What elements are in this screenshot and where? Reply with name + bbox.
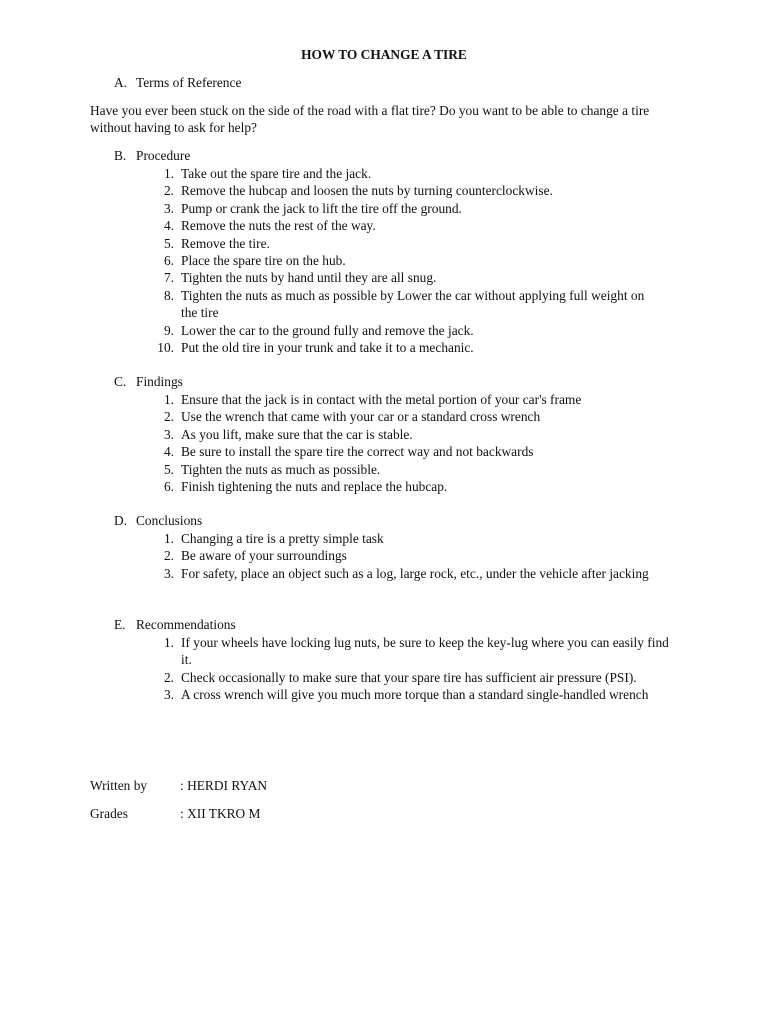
item-number: 9. bbox=[163, 322, 174, 338]
item-number: 5. bbox=[163, 461, 174, 477]
list-item bbox=[150, 235, 680, 252]
item-text: Tighten the nuts as much as possible by Lower the car without applying full weight on the tire bbox=[181, 287, 645, 321]
section-heading-recommendations bbox=[114, 616, 236, 633]
item-number: 1. bbox=[163, 531, 174, 546]
item-text: Tighten the nuts by hand until they are all snug. bbox=[181, 270, 437, 286]
item-text: For safety, place an object such as a log, large rock, etc., under the vehicle after jacking bbox=[181, 565, 649, 581]
list-item bbox=[150, 322, 680, 339]
section-title: Terms of Reference bbox=[136, 75, 242, 90]
item-text: Tighten the nuts as much as possible. bbox=[181, 461, 381, 477]
item-text: Changing a tire is a pretty simple task bbox=[181, 531, 384, 546]
item-number: 1. bbox=[163, 635, 174, 650]
item-text: Pump or crank the jack to lift the tire off the ground. bbox=[181, 200, 462, 216]
item-number: 6. bbox=[163, 253, 174, 269]
list-item bbox=[150, 634, 680, 669]
procedure-list bbox=[150, 165, 680, 356]
list-item bbox=[150, 443, 680, 460]
item-number: 3. bbox=[163, 687, 174, 703]
list-item bbox=[150, 530, 680, 547]
list-item bbox=[150, 408, 680, 425]
item-number: 1. bbox=[163, 392, 174, 407]
list-item bbox=[150, 287, 680, 322]
section-title: Procedure bbox=[136, 148, 191, 163]
section-letter: A. bbox=[114, 75, 128, 90]
item-number: 4. bbox=[163, 218, 174, 234]
document-title: HOW TO CHANGE A TIRE bbox=[301, 47, 467, 62]
conclusions-list bbox=[150, 530, 680, 582]
list-item bbox=[150, 269, 680, 286]
item-number: 5. bbox=[163, 235, 174, 251]
findings-list bbox=[150, 391, 680, 495]
written-by-row bbox=[90, 777, 267, 794]
list-item bbox=[150, 547, 680, 564]
item-text: Check occasionally to make sure that your spare tire has sufficient air pressure (PSI). bbox=[181, 669, 637, 685]
section-title: Recommendations bbox=[136, 617, 236, 632]
list-item bbox=[150, 391, 680, 408]
item-text: Remove the nuts the rest of the way. bbox=[181, 218, 376, 234]
item-text: Put the old tire in your trunk and take it to a mechanic. bbox=[181, 340, 474, 356]
section-title: Findings bbox=[136, 374, 183, 389]
item-number: 3. bbox=[163, 200, 174, 216]
item-text: Place the spare tire on the hub. bbox=[181, 253, 346, 269]
item-number: 3. bbox=[163, 565, 174, 581]
list-item bbox=[150, 565, 680, 582]
section-heading-terms-of-reference bbox=[114, 74, 241, 91]
item-text: If your wheels have locking lug nuts, be sure to keep the key-lug where you can easily find it. bbox=[181, 635, 669, 668]
grades-row bbox=[90, 805, 260, 822]
section-letter: D. bbox=[114, 513, 128, 528]
list-item bbox=[150, 217, 680, 234]
item-text: As you lift, make sure that the car is stable. bbox=[181, 426, 413, 442]
section-heading-findings bbox=[114, 373, 183, 390]
section-letter: B. bbox=[114, 148, 127, 163]
list-item bbox=[150, 669, 680, 686]
written-by-label: Written by bbox=[90, 778, 148, 793]
item-text: Lower the car to the ground fully and remove the jack. bbox=[181, 322, 474, 338]
item-number: 3. bbox=[163, 426, 174, 442]
section-title: Conclusions bbox=[136, 513, 203, 528]
item-number: 2. bbox=[163, 409, 174, 425]
list-item bbox=[150, 478, 680, 495]
section-letter: C. bbox=[114, 374, 127, 389]
list-item bbox=[150, 252, 680, 269]
list-item bbox=[150, 686, 680, 703]
item-number: 7. bbox=[163, 270, 174, 286]
intro-paragraph: Have you ever been stuck on the side of the road with a flat tire? Do you want to be able to change a tire without having to ask for help? bbox=[90, 103, 650, 136]
section-heading-conclusions bbox=[114, 512, 202, 529]
list-item bbox=[150, 339, 680, 356]
item-text: Be sure to install the spare tire the correct way and not backwards bbox=[181, 444, 534, 460]
list-item bbox=[150, 182, 680, 199]
list-item bbox=[150, 200, 680, 217]
item-number: 4. bbox=[163, 444, 174, 460]
section-heading-procedure bbox=[114, 147, 190, 164]
item-number: 2. bbox=[163, 183, 174, 199]
item-text: Ensure that the jack is in contact with the metal portion of your car's frame bbox=[181, 392, 582, 407]
recommendations-list bbox=[150, 634, 680, 704]
grades-value: : XII TKRO M bbox=[180, 806, 261, 821]
item-number: 6. bbox=[163, 479, 174, 495]
list-item bbox=[150, 461, 680, 478]
item-number: 1. bbox=[163, 166, 174, 181]
written-by-value: : HERDI RYAN bbox=[180, 778, 268, 793]
item-number: 2. bbox=[163, 548, 174, 564]
item-text: Take out the spare tire and the jack. bbox=[181, 166, 372, 181]
item-text: A cross wrench will give you much more torque than a standard single-handled wrench bbox=[181, 687, 649, 703]
item-text: Remove the hubcap and loosen the nuts by turning counterclockwise. bbox=[181, 183, 553, 199]
item-text: Remove the tire. bbox=[181, 235, 270, 251]
grades-label: Grades bbox=[90, 806, 128, 821]
item-number: 8. bbox=[163, 287, 174, 303]
item-text: Be aware of your surroundings bbox=[181, 548, 347, 564]
item-number: 2. bbox=[163, 669, 174, 685]
item-number: 10. bbox=[157, 340, 174, 356]
list-item bbox=[150, 165, 680, 182]
item-text: Use the wrench that came with your car or a standard cross wrench bbox=[181, 409, 541, 425]
item-text: Finish tightening the nuts and replace the hubcap. bbox=[181, 479, 448, 495]
section-letter: E. bbox=[114, 617, 126, 632]
list-item bbox=[150, 426, 680, 443]
